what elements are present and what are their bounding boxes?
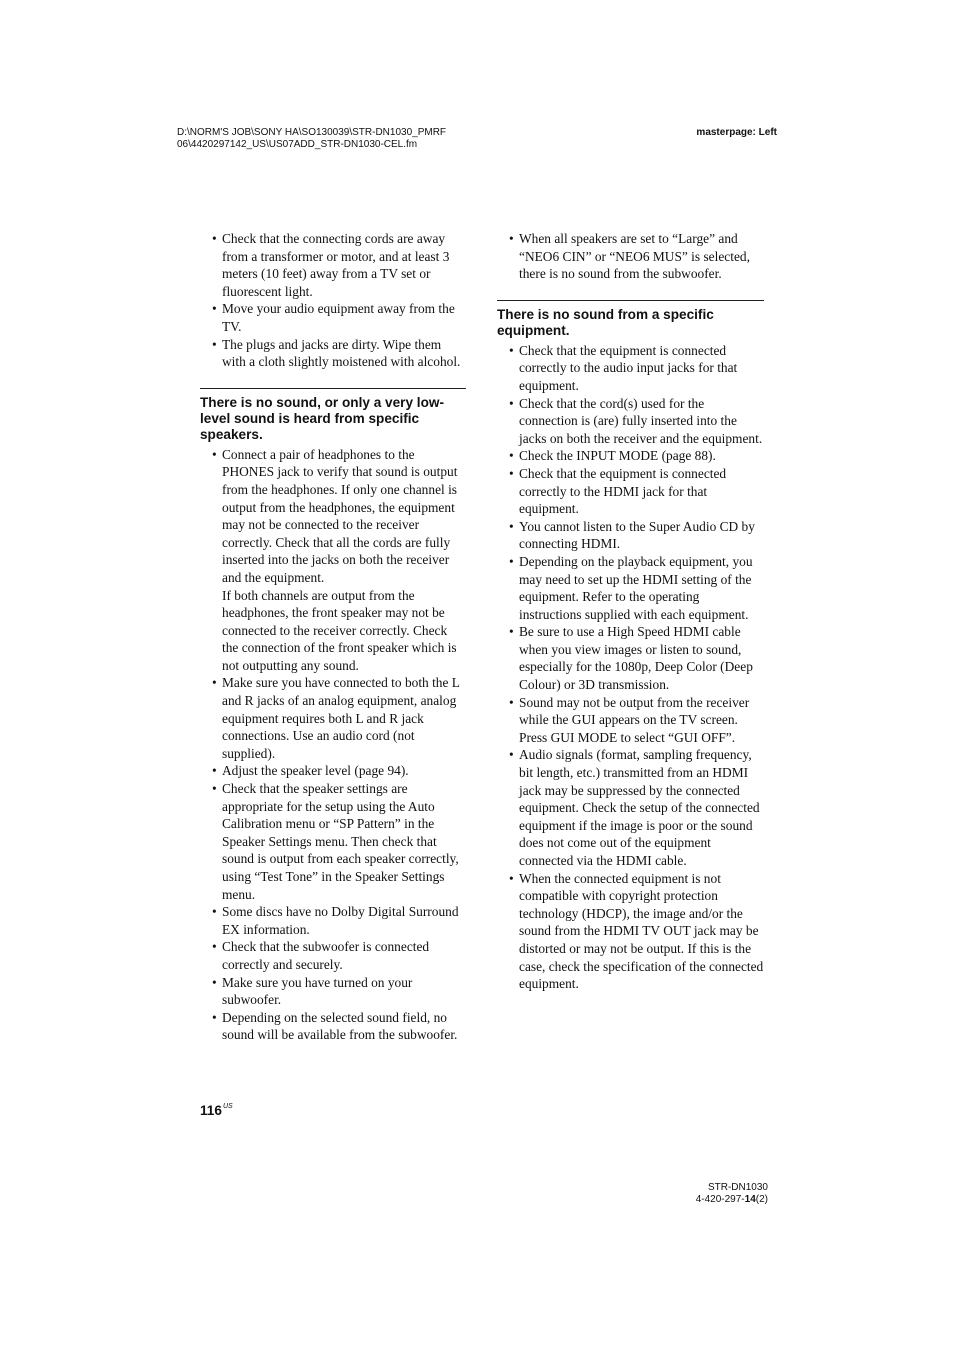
section-heading: There is no sound from a specific equipment. — [497, 306, 714, 338]
list-item: • Some discs have no Dolby Digital Surround EX information. — [212, 904, 459, 937]
bullet-icon: • — [212, 446, 217, 462]
page-number: $116^{US}$ — [200, 1103, 233, 1118]
list-item: • The plugs and jacks are dirty. Wipe them with a cloth slightly moistened with alcohol. — [212, 336, 461, 370]
bullet-icon: • — [212, 904, 217, 920]
intro-list-left — [200, 230, 466, 371]
page-number-suffix: US — [222, 1103, 233, 1110]
list-item: • Depending on the selected sound field, no sound will be available from the subwoofer. — [212, 1009, 458, 1043]
list-item: • Check that the equipment is connected correctly to the HDMI jack for that equipment. — [509, 465, 727, 517]
bullet-icon: • — [212, 1009, 217, 1025]
list-item: • Connect a pair of headphones to the PHONES jack to verify that sound is output from the headphones. If only one channel is output from the headphones, the equipment may not be connected to the receiver correctly. Check that all the cords are fully inserted into the jacks on both the receiver and the equipment. If both channels are output from the headphones, the front speaker may not be connected to the receiver correctly. Check the connection of the front speaker which is not outputting any sound. — [212, 446, 458, 673]
bullet-icon: • — [509, 747, 514, 763]
bullet-icon: • — [212, 336, 217, 352]
list-item: • When the connected equipment is not compatible with copyright protection technology (HDCP), the image and/or the sound from the HDMI TV OUT jack may be distorted or may not be output. If this is the case, check the specification of the connected equipment. — [509, 870, 764, 992]
bullet-icon: • — [509, 694, 514, 710]
list-item: • Move your audio equipment away from the TV. — [212, 301, 455, 334]
troubleshooting-list — [497, 342, 764, 993]
list-item: • Depending on the playback equipment, you may need to set up the HDMI setting of the equipment. Refer to the operating instructions supplied with each equipment. — [509, 553, 753, 622]
bullet-icon: • — [212, 974, 217, 990]
section-specific-equipment — [497, 300, 764, 993]
list-item: • Check that the connecting cords are away from a transformer or motor, and at least 3 meters (10 feet) away from a TV set or fluorescent light. — [212, 231, 450, 299]
list-item: • Check the INPUT MODE (page 88). — [509, 448, 716, 464]
list-item: • Check that the speaker settings are appropriate for the setup using the Auto Calibration menu or “SP Pattern” in the Speaker Settings menu. Then check that sound is output from each speaker correctly, using “Test Tone” in the Speaker Settings menu. — [212, 781, 459, 902]
right-column — [497, 230, 764, 993]
bullet-icon: • — [509, 624, 514, 640]
bullet-icon: • — [509, 231, 514, 246]
bullet-icon: • — [509, 518, 514, 534]
list-item: • Make sure you have connected to both the L and R jacks of an analog equipment, analog equipment requires both L and R jack connections. Use an audio cord (not supplied). — [212, 675, 460, 761]
bullet-icon: • — [212, 781, 217, 797]
list-item: • Be sure to use a High Speed HDMI cable when you view images or listen to sound, especially for the 1080p, Deep Color (Deep Colour) or 3D transmission. — [509, 624, 753, 693]
list-item: • Check that the equipment is connected correctly to the audio input jacks for that equipment. — [509, 342, 738, 393]
left-column — [200, 230, 466, 1044]
bullet-icon: • — [509, 465, 514, 481]
list-item: • You cannot listen to the Super Audio CD by connecting HDMI. — [509, 518, 755, 552]
masterpage-label: masterpage: Left — [696, 127, 777, 138]
section-low-level-sound — [200, 388, 466, 1044]
file-path-line-2: 06\4420297142_US\US07ADD_STR-DN1030-CEL.fm — [177, 138, 418, 150]
list-item: • Check that the subwoofer is connected correctly and securely. — [212, 939, 430, 972]
bullet-icon: • — [212, 301, 217, 317]
list-item: • When all speakers are set to “Large” and “NEO6 CIN” or “NEO6 MUS” is selected, there is no sound from the subwoofer. — [509, 231, 750, 282]
section-heading: There is no sound, or only a very low-level sound is heard from specific speakers. — [200, 394, 444, 442]
list-item: • Audio signals (format, sampling frequency, bit length, etc.) transmitted from an HDMI jack may be suppressed by the connected equipment. Check the setup of the connected equipment if the image is poor or the sound does not come out of the equipment connected via the HDMI cable. — [509, 747, 760, 868]
model-footer — [696, 1182, 768, 1205]
bullet-icon: • — [509, 553, 514, 569]
bullet-icon: • — [509, 870, 514, 886]
bullet-icon: • — [212, 939, 217, 955]
list-item: • Adjust the speaker level (page 94). — [212, 763, 409, 779]
list-item: • Check that the cord(s) used for the connection is (are) fully inserted into the jacks on both the receiver and the equipment. — [509, 395, 763, 446]
bullet-icon: • — [509, 448, 514, 464]
document-code: 4-420-297-14(2) — [695, 1193, 768, 1205]
bullet-icon: • — [509, 342, 514, 358]
file-path-line-1: D:\NORM'S JOB\SONY HA\SO130039\STR-DN1030_PMRF — [177, 127, 447, 138]
bullet-icon: • — [212, 675, 217, 691]
model-number: STR-DN1030 — [707, 1182, 768, 1193]
intro-list-right — [497, 230, 764, 283]
list-item: • Sound may not be output from the receiver while the GUI appears on the TV screen. Press GUI MODE to select “GUI OFF”. — [509, 694, 750, 745]
bullet-icon: • — [212, 763, 217, 779]
bullet-icon: • — [509, 395, 514, 411]
bullet-icon: • — [212, 231, 217, 246]
list-item: • Make sure you have turned on your subwoofer. — [212, 974, 413, 1008]
troubleshooting-list — [200, 446, 466, 1044]
file-path-header — [177, 127, 446, 150]
